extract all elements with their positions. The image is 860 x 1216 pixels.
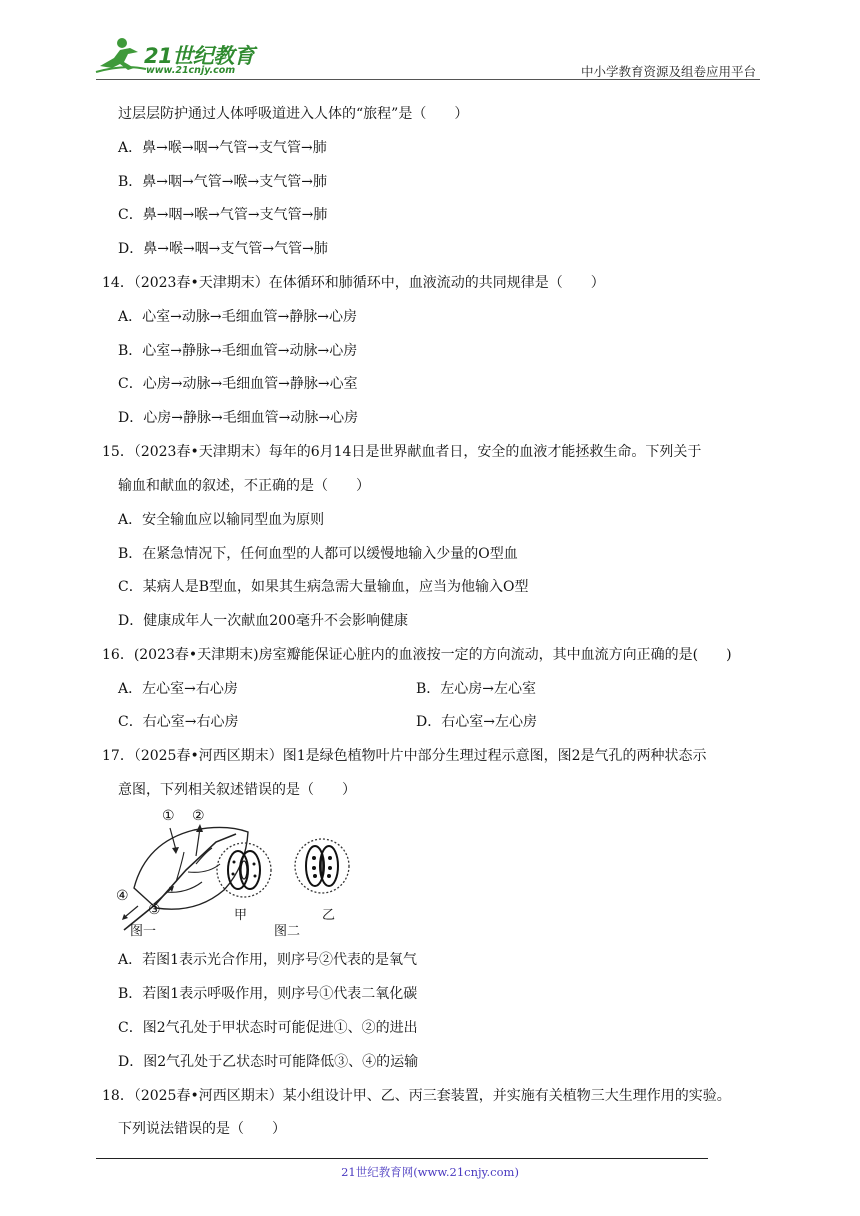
header-divider [96,79,760,80]
q16-option-a: A．左心室→右心房 [118,681,238,697]
q17-figure [116,808,356,940]
footer-link[interactable]: 21世纪教育网(www.21cnjy.com) [341,1165,519,1179]
q13-stem-continued: 过层层防护通过人体呼吸道进入人体的“旅程”是（ ） [118,106,469,122]
q17-option-c: C．图2气孔处于甲状态时可能促进①、②的进出 [118,1020,418,1036]
figure-caption-2: 图二 [274,924,301,939]
q15-stem: 15．（2023春•天津期末）每年的6月14日是世界献血者日，安全的血液才能拯救生命。下列关于 [102,444,702,460]
q13-option-b: B．鼻→咽→气管→喉→支气管→肺 [118,174,327,190]
q13-option-a: A．鼻→喉→咽→气管→支气管→肺 [118,140,327,156]
q16-stem: 16．(2023春•天津期末)房室瓣能保证心脏内的血液按一定的方向流动，其中血流方向正确的是( ) [102,647,732,663]
figure-label-jia: 甲 [234,908,248,923]
q16-option-d: D．右心室→左心房 [416,714,537,730]
q16-option-b: B．左心房→左心室 [416,681,537,697]
q13-option-c: C．鼻→咽→喉→气管→支气管→肺 [118,207,328,223]
figure-label-2: ② [192,808,205,824]
figure-label-3: ③ [148,902,161,918]
q15-option-c: C．某病人是B型血，如果其生病急需大量输血，应当为他输入O型 [118,579,529,595]
q14-option-d: D．心房→静脉→毛细血管→动脉→心房 [118,410,359,426]
q15-option-b: B．在紧急情况下，任何血型的人都可以缓慢地输入少量的O型血 [118,546,518,562]
figure-caption-1: 图一 [130,924,157,939]
footer-divider [96,1158,708,1159]
q14-option-b: B．心室→静脉→毛细血管→动脉→心房 [118,343,358,359]
q17-option-d: D．图2气孔处于乙状态时可能降低③、④的运输 [118,1054,419,1070]
q17-option-a: A．若图1表示光合作用，则序号②代表的是氧气 [118,952,418,968]
q13-option-d: D．鼻→喉→咽→支气管→气管→肺 [118,241,328,257]
figure-label-yi: 乙 [322,908,336,923]
q17-option-b: B．若图1表示呼吸作用，则序号①代表二氧化碳 [118,986,418,1002]
header-platform-name: 中小学教育资源及组卷应用平台 [580,64,756,79]
q15-stem-continued: 输血和献血的叙述，不正确的是（ ） [118,478,370,494]
q15-option-d: D．健康成年人一次献血200毫升不会影响健康 [118,613,408,629]
logo-title: 21世纪教育 [144,44,255,68]
logo-url: www.21cnjy.com [146,65,236,76]
q14-stem: 14．（2023春•天津期末）在体循环和肺循环中，血液流动的共同规律是（ ） [102,275,605,291]
q16-option-c: C．右心室→右心房 [118,714,239,730]
site-logo[interactable] [94,36,264,78]
q18-stem: 18．（2025春•河西区期末）某小组设计甲、乙、丙三套装置，并实施有关植物三大生理作用的实验。 [102,1088,731,1104]
q18-stem-continued: 下列说法错误的是（ ） [118,1121,286,1137]
figure-label-4: ④ [116,888,129,904]
q14-option-c: C．心房→动脉→毛细血管→静脉→心室 [118,376,358,392]
figure-label-1: ① [162,808,175,824]
q15-option-a: A．安全输血应以输同型血为原则 [118,512,325,528]
q17-stem: 17．（2025春•河西区期末）图1是绿色植物叶片中部分生理过程示意图，图2是气孔的两种状态示 [102,748,707,764]
q17-stem-continued: 意图，下列相关叙述错误的是（ ） [118,782,356,798]
q14-option-a: A．心室→动脉→毛细血管→静脉→心房 [118,309,358,325]
